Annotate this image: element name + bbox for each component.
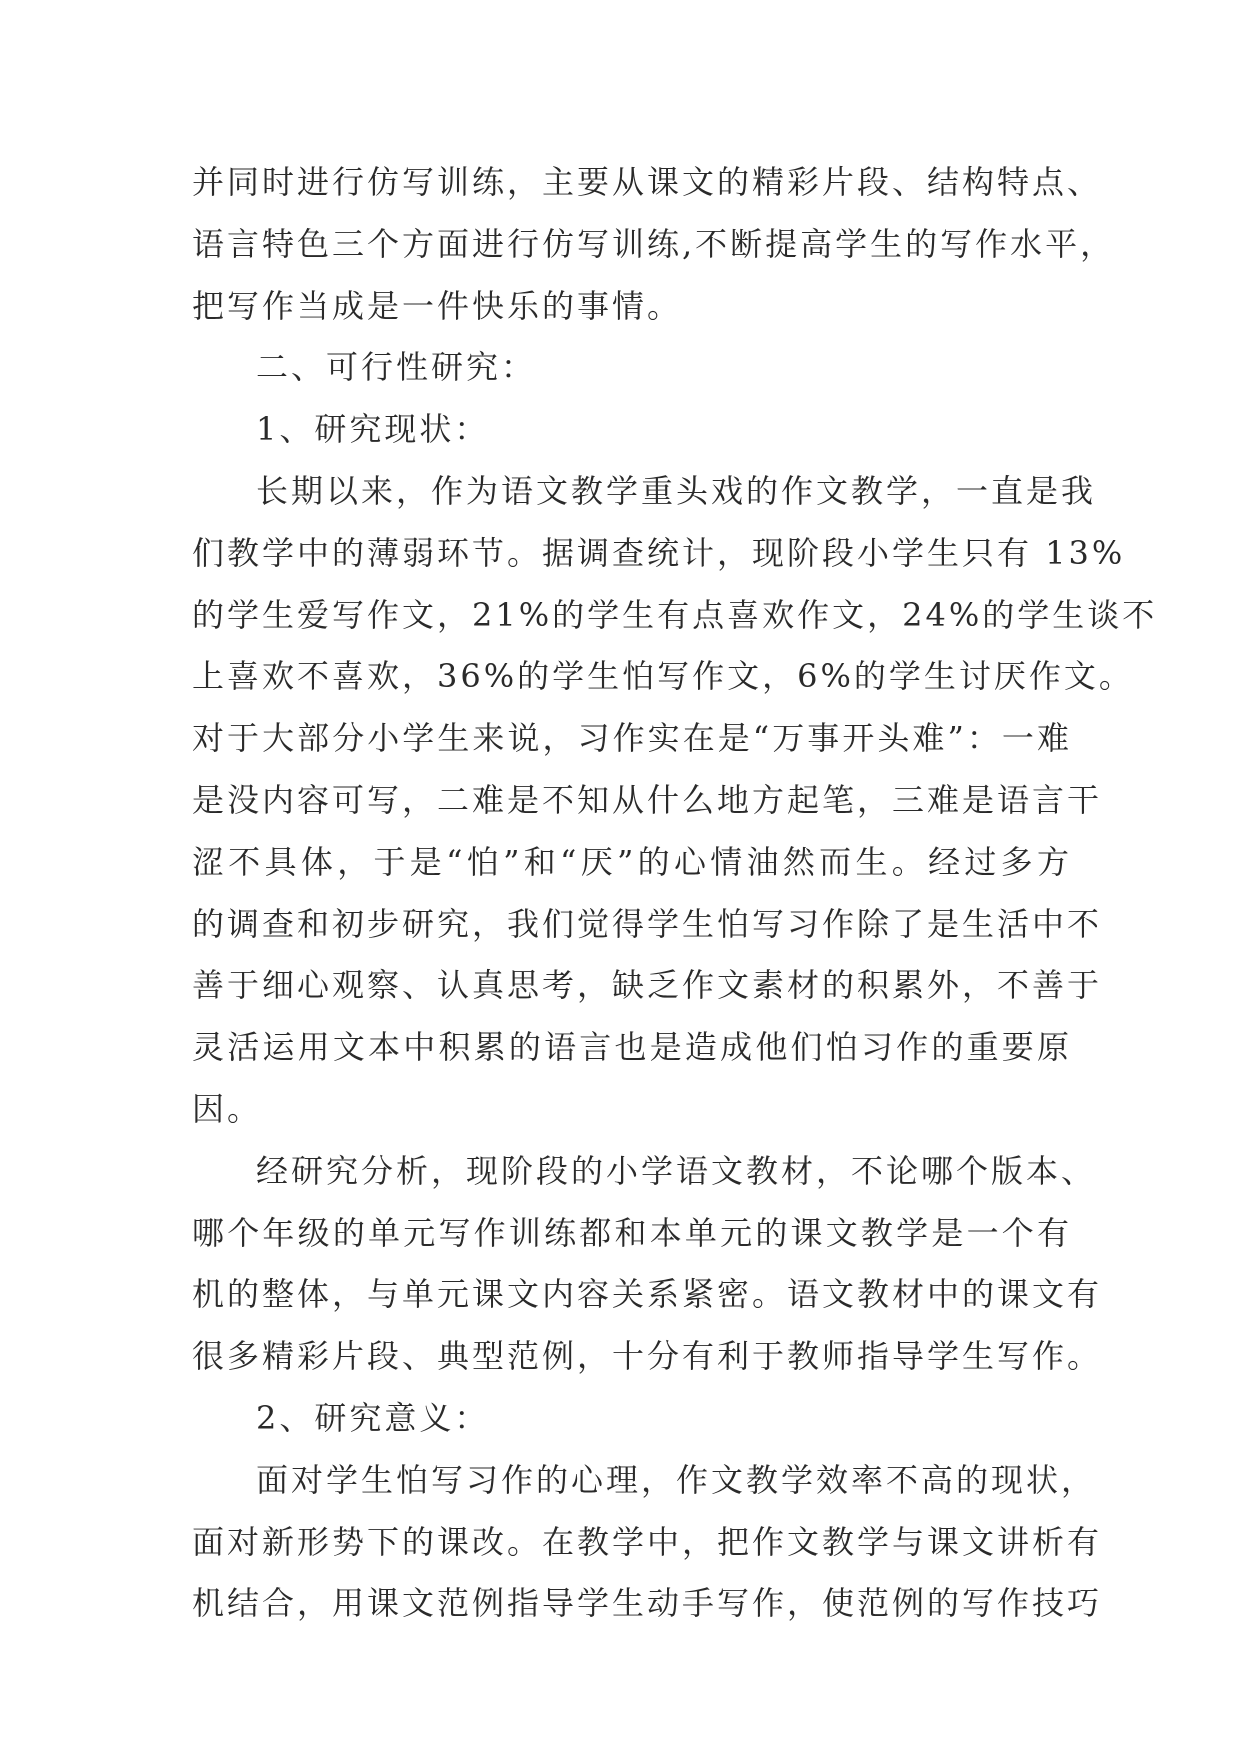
text-line: 灵活运用文本中积累的语言也是造成他们怕习作的重要原 [192,1028,1072,1067]
text-line: 是没内容可写，二难是不知从什么地方起笔，三难是语言干 [192,780,1103,819]
document-body [192,152,1158,1635]
text-line: 语言特色三个方面进行仿写训练,不断提高学生的写作水平， [192,224,1116,263]
text-line: 机结合，用课文范例指导学生动手写作，使范例的写作技巧 [192,1584,1103,1623]
text-line: 机的整体，与单元课文内容关系紧密。语文教材中的课文有 [192,1275,1103,1314]
text-line: 哪个年级的单元写作训练都和本单元的课文教学是一个有 [192,1213,1072,1252]
text-line: 因。 [192,1089,263,1128]
text-line: 把写作当成是一件快乐的事情。 [192,286,683,325]
text-line: 的调查和初步研究，我们觉得学生怕写习作除了是生活中不 [192,904,1103,943]
text-line: 面对新形势下的课改。在教学中，把作文教学与课文讲析有 [192,1522,1103,1561]
subsection-heading: 2、研究意义： [256,1398,490,1437]
subsection-heading: 1、研究现状： [256,410,490,449]
text-line: 并同时进行仿写训练，主要从课文的精彩片段、结构特点、 [192,163,1103,201]
text-line: 涩不具体，于是“怕”和“厌”的心情油然而生。经过多方 [192,842,1072,881]
text-line: 对于大部分小学生来说，习作实在是“万事开头难”：一难 [192,719,1072,758]
section-heading: 二、可行性研究： [256,348,537,387]
text-line: 很多精彩片段、典型范例，十分有利于教师指导学生写作。 [192,1337,1103,1376]
text-line: 长期以来，作为语文教学重头戏的作文教学，一直是我 [256,471,1097,510]
text-line: 们教学中的薄弱环节。据调查统计，现阶段小学生只有 13% [192,533,1126,572]
text-line: 善于细心观察、认真思考，缺乏作文素材的积累外，不善于 [192,966,1103,1005]
text-line: 上喜欢不喜欢，36%的学生怕写作文，6%的学生讨厌作文。 [192,657,1134,696]
text-line: 的学生爱写作文，21%的学生有点喜欢作文，24%的学生谈不 [192,595,1158,634]
text-line: 面对学生怕写习作的心理，作文教学效率不高的现状， [256,1460,1097,1499]
text-line: 经研究分析，现阶段的小学语文教材，不论哪个版本、 [256,1151,1097,1190]
